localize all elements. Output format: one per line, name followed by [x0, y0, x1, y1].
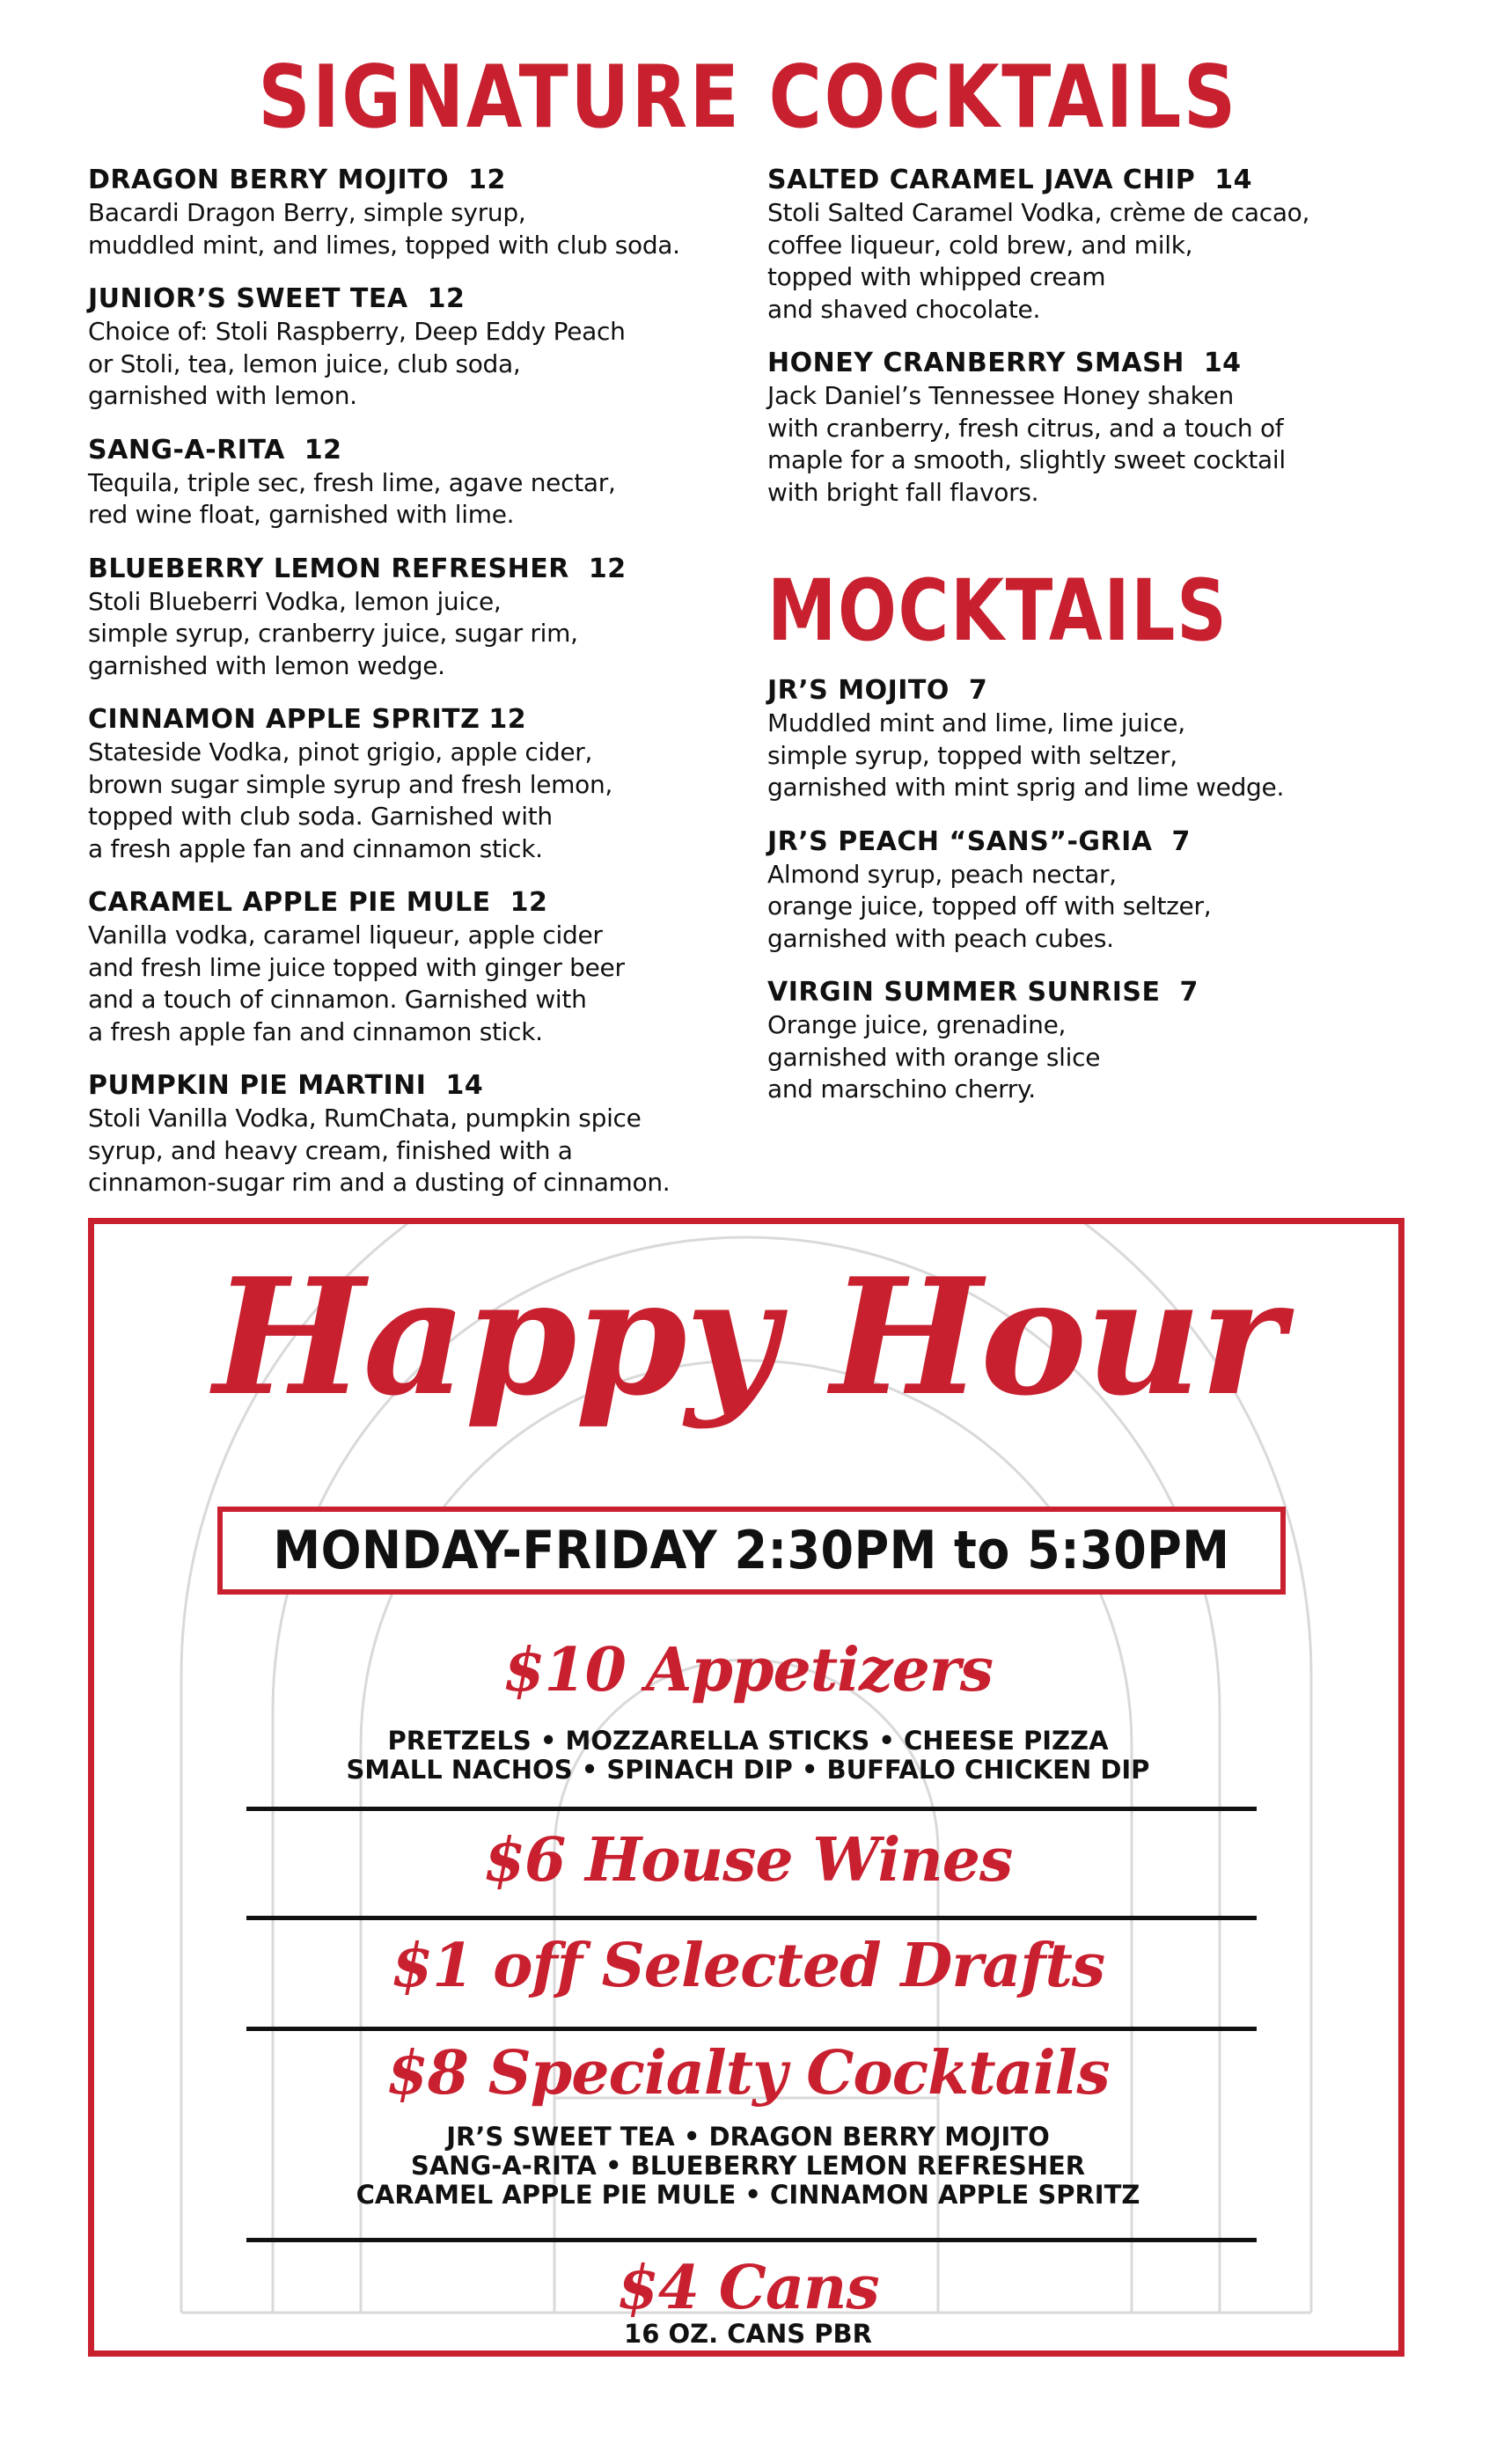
- signature-cocktails-title: SIGNATURE COCKTAILS: [258, 48, 1238, 148]
- item-description: Choice of: Stoli Raspberry, Deep Eddy Peach or Stoli, tea, lemon juice, club soda, garnished with lemon.: [88, 317, 626, 410]
- item-description: Stoli Vanilla Vodka, RumChata, pumpkin spice syrup, and heavy cream, finished with a cinnamon-sugar rim and a dusting of cinnamon.: [88, 1104, 671, 1197]
- item-name: PUMPKIN PIE MARTINI: [88, 1070, 427, 1101]
- cocktails-line: JR’S SWEET TEA • DRAGON BERRY MOJITO: [446, 2122, 1050, 2152]
- item-price: 7: [968, 675, 988, 706]
- cocktails-list: [0, 2123, 1496, 2210]
- happy-hour-title: Happy Hour: [213, 1243, 1283, 1431]
- menu-item: [88, 1069, 757, 1199]
- item-description: Orange juice, grenadine, garnished with orange slice and marschino cherry.: [767, 1010, 1101, 1104]
- menu-item: [767, 674, 1419, 804]
- mocktails-title: MOCKTAILS: [767, 561, 1228, 660]
- item-description: Bacardi Dragon Berry, simple syrup, muddled mint, and limes, topped with club soda.: [88, 198, 680, 260]
- item-price: 12: [510, 887, 548, 918]
- cocktails-line: CARAMEL APPLE PIE MULE • CINNAMON APPLE SPRITZ: [356, 2180, 1140, 2210]
- appetizers-line: SMALL NACHOS • SPINACH DIP • BUFFALO CHICKEN DIP: [346, 1755, 1150, 1785]
- cans-list: [0, 2320, 1496, 2349]
- item-description: Stoli Blueberri Vodka, lemon juice, simple syrup, cranberry juice, sugar rim, garnished with lemon wedge.: [88, 586, 578, 680]
- section-divider: [246, 2027, 1257, 2031]
- item-price: 12: [588, 553, 627, 584]
- appetizers-list: [0, 1727, 1496, 1785]
- cocktails-heading: $8 Specialty Cocktails: [386, 2038, 1110, 2108]
- item-description: Vanilla vodka, caramel liqueur, apple cider and fresh lime juice topped with ginger beer and a touch of cinnamon. Garnished with a fresh apple fan and cinnamon stick.: [88, 920, 625, 1046]
- appetizers-line: PRETZELS • MOZZARELLA STICKS • CHEESE PIZZA: [387, 1726, 1109, 1756]
- item-description: Stateside Vodka, pinot grigio, apple cider, brown sugar simple syrup and fresh lemon, topped with club soda. Garnished with a fresh apple fan and cinnamon stick.: [88, 737, 612, 863]
- wines-heading: $6 House Wines: [483, 1825, 1013, 1896]
- item-name: BLUEBERRY LEMON REFRESHER: [88, 553, 569, 584]
- menu-item: [88, 434, 757, 532]
- item-price: 14: [1203, 348, 1242, 378]
- section-divider: [246, 1916, 1257, 1920]
- item-name: JR’S MOJITO: [767, 675, 950, 706]
- item-description: Muddled mint and lime, lime juice, simple syrup, topped with seltzer, garnished with mint sprig and lime wedge.: [767, 708, 1285, 802]
- item-name: JR’S PEACH “SANS”-GRIA: [767, 825, 1153, 857]
- menu-item: [767, 164, 1419, 326]
- menu-item: [767, 976, 1419, 1106]
- menu-item: [767, 347, 1419, 509]
- item-description: Jack Daniel’s Tennessee Honey shaken with cranberry, fresh citrus, and a touch of maple for a smooth, slightly sweet cocktail with bright fall flavors.: [767, 381, 1286, 507]
- item-description: Tequila, triple sec, fresh lime, agave nectar, red wine float, garnished with lime.: [88, 467, 616, 529]
- item-price: 12: [427, 283, 466, 314]
- item-name: JUNIOR’S SWEET TEA: [88, 283, 408, 314]
- item-name: SANG-A-RITA: [88, 434, 285, 466]
- menu-item: [88, 703, 757, 865]
- hours-banner: [217, 1507, 1286, 1595]
- item-price: 12: [488, 704, 527, 735]
- item-name: CARAMEL APPLE PIE MULE: [88, 887, 491, 918]
- hours-text: MONDAY-FRIDAY 2:30PM to 5:30PM: [273, 1520, 1230, 1581]
- item-price: 14: [1214, 165, 1252, 195]
- section-divider: [246, 2238, 1257, 2242]
- menu-item: [88, 553, 757, 683]
- section-divider: [246, 1807, 1257, 1811]
- signature-left-column: [88, 164, 757, 1221]
- item-price: 14: [445, 1070, 484, 1101]
- item-price: 12: [468, 165, 506, 195]
- cocktails-line: SANG-A-RITA • BLUEBERRY LEMON REFRESHER: [410, 2151, 1086, 2181]
- cans-line: 16 OZ. CANS PBR: [624, 2319, 872, 2349]
- item-name: DRAGON BERRY MOJITO: [88, 165, 450, 195]
- item-name: HONEY CRANBERRY SMASH: [767, 348, 1184, 378]
- menu-item: [88, 282, 757, 413]
- signature-right-column: [767, 164, 1419, 1127]
- drafts-heading: $1 off Selected Drafts: [391, 1931, 1105, 2001]
- item-description: Almond syrup, peach nectar, orange juice, topped off with seltzer, garnished with peach cubes.: [767, 859, 1212, 953]
- cans-heading: $4 Cans: [617, 2253, 879, 2323]
- menu-item: [88, 164, 757, 261]
- item-price: 7: [1171, 825, 1191, 857]
- menu-item: [88, 886, 757, 1048]
- menu-item: [767, 825, 1419, 956]
- item-price: 12: [304, 434, 342, 466]
- item-description: Stoli Salted Caramel Vodka, crème de cacao, coffee liqueur, cold brew, and milk, topped with whipped cream and shaved chocolate.: [767, 198, 1310, 324]
- item-name: CINNAMON APPLE SPRITZ: [88, 704, 480, 735]
- item-name: VIRGIN SUMMER SUNRISE: [767, 977, 1161, 1008]
- item-name: SALTED CARAMEL JAVA CHIP: [767, 165, 1196, 195]
- item-price: 7: [1179, 977, 1199, 1008]
- appetizers-heading: $10 Appetizers: [503, 1635, 993, 1705]
